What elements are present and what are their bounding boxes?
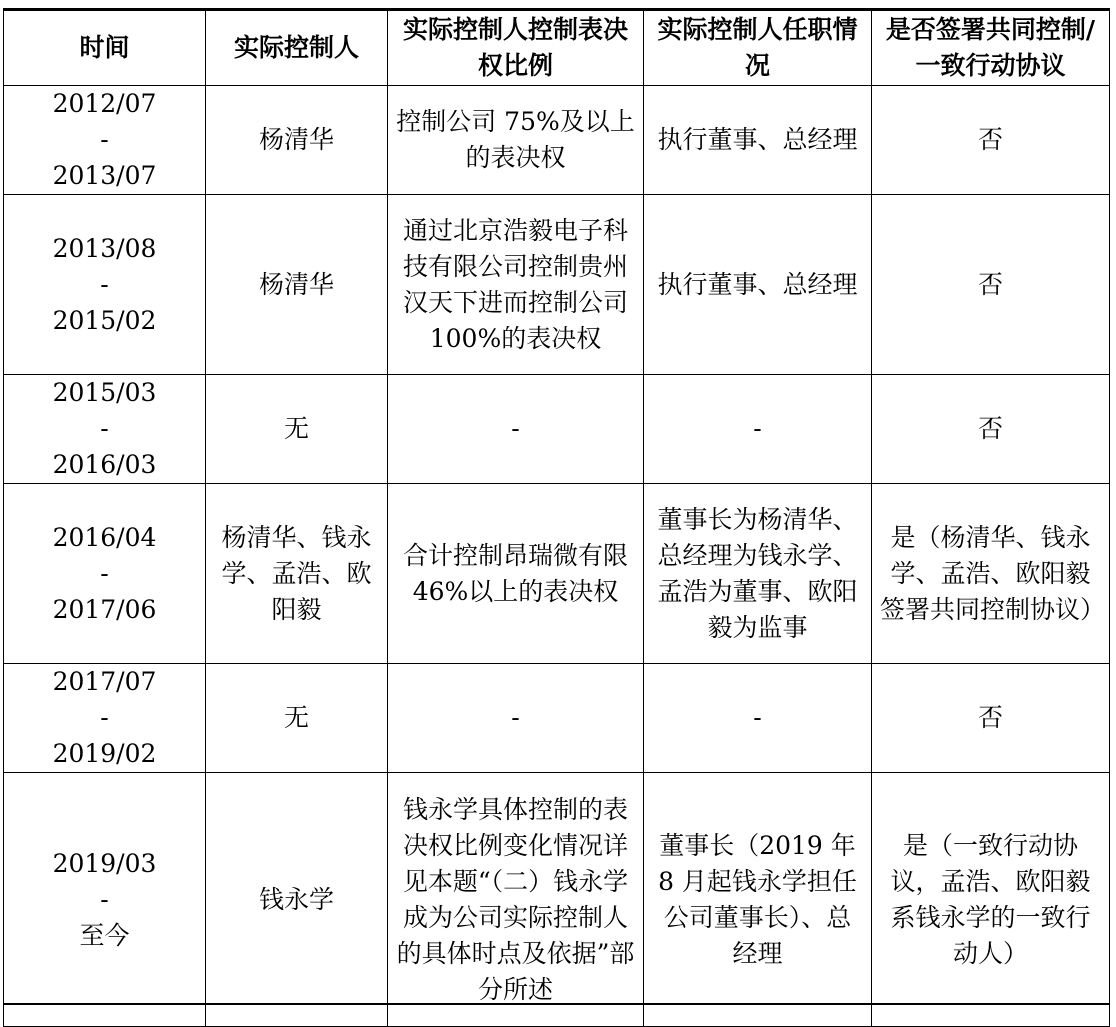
time-end: 2015/02 bbox=[52, 305, 157, 335]
control-history-table-wrapper bbox=[3, 8, 1110, 1027]
position-cell: 执行董事、总经理 bbox=[644, 195, 872, 375]
agreement-cell: 否 bbox=[872, 375, 1110, 484]
position-cell: - bbox=[644, 664, 872, 773]
table-row bbox=[4, 484, 1110, 664]
ratio-cell: - bbox=[388, 375, 644, 484]
position-cell: 董事长为杨清华、总经理为钱永学、孟浩为董事、欧阳毅为监事 bbox=[644, 484, 872, 664]
time-sep: - bbox=[100, 884, 109, 914]
agreement-cell: 是（杨清华、钱永学、孟浩、欧阳毅签署共同控制协议） bbox=[872, 484, 1110, 664]
header-controller: 实际控制人 bbox=[206, 10, 388, 86]
time-cell bbox=[4, 664, 206, 773]
position-cell: - bbox=[644, 375, 872, 484]
controller-cell: 杨清华 bbox=[206, 86, 388, 195]
ratio-cell: 控制公司 75%及以上的表决权 bbox=[388, 86, 644, 195]
ratio-cell: - bbox=[388, 664, 644, 773]
agreement-cell: 是（一致行动协议，孟浩、欧阳毅系钱永学的一致行动人） bbox=[872, 773, 1110, 1027]
time-start: 2017/07 bbox=[52, 667, 157, 696]
agreement-cell: 否 bbox=[872, 86, 1110, 195]
time-sep: - bbox=[100, 269, 109, 299]
agreement-cell: 否 bbox=[872, 195, 1110, 375]
table-row bbox=[4, 664, 1110, 773]
time-sep: - bbox=[100, 414, 109, 443]
agreement-cell: 否 bbox=[872, 664, 1110, 773]
header-time: 时间 bbox=[4, 10, 206, 86]
header-agreement: 是否签署共同控制/一致行动协议 bbox=[872, 10, 1110, 86]
table-row bbox=[4, 375, 1110, 484]
time-start: 2013/08 bbox=[52, 233, 157, 263]
time-sep: - bbox=[100, 125, 109, 154]
position-cell: 董事长（2019 年 8 月起钱永学担任公司董事长）、总经理 bbox=[644, 773, 872, 1027]
time-end: 至今 bbox=[79, 920, 130, 950]
time-start: 2015/03 bbox=[52, 378, 157, 407]
time-start: 2019/03 bbox=[52, 848, 157, 878]
table-row bbox=[4, 773, 1110, 1027]
table-row bbox=[4, 86, 1110, 195]
time-end: 2016/03 bbox=[52, 450, 157, 479]
controller-cell: 无 bbox=[206, 375, 388, 484]
time-end: 2019/02 bbox=[52, 739, 157, 768]
controller-cell: 钱永学 bbox=[206, 773, 388, 1027]
controller-cell: 无 bbox=[206, 664, 388, 773]
table-row bbox=[4, 195, 1110, 375]
header-position: 实际控制人任职情况 bbox=[644, 10, 872, 86]
header-row bbox=[4, 10, 1110, 86]
control-history-table bbox=[3, 8, 1110, 1027]
time-end: 2017/06 bbox=[52, 594, 157, 624]
time-cell bbox=[4, 375, 206, 484]
time-cell bbox=[4, 773, 206, 1027]
header-ratio: 实际控制人控制表决权比例 bbox=[388, 10, 644, 86]
table-bottom-double-rule bbox=[3, 1003, 1109, 1005]
time-end: 2013/07 bbox=[52, 161, 157, 190]
time-cell bbox=[4, 86, 206, 195]
time-cell bbox=[4, 484, 206, 664]
time-sep: - bbox=[100, 703, 109, 732]
ratio-cell: 钱永学具体控制的表决权比例变化情况详见本题“（二）钱永学成为公司实际控制人的具体时点及依据”部分所述 bbox=[388, 773, 644, 1027]
controller-cell: 杨清华 bbox=[206, 195, 388, 375]
ratio-cell: 通过北京浩毅电子科技有限公司控制贵州汉天下进而控制公司 100%的表决权 bbox=[388, 195, 644, 375]
time-start: 2016/04 bbox=[52, 522, 157, 552]
time-sep: - bbox=[100, 558, 109, 588]
ratio-cell: 合计控制昂瑞微有限 46%以上的表决权 bbox=[388, 484, 644, 664]
position-cell: 执行董事、总经理 bbox=[644, 86, 872, 195]
controller-cell: 杨清华、钱永学、孟浩、欧阳毅 bbox=[206, 484, 388, 664]
time-cell bbox=[4, 195, 206, 375]
time-start: 2012/07 bbox=[52, 89, 157, 118]
